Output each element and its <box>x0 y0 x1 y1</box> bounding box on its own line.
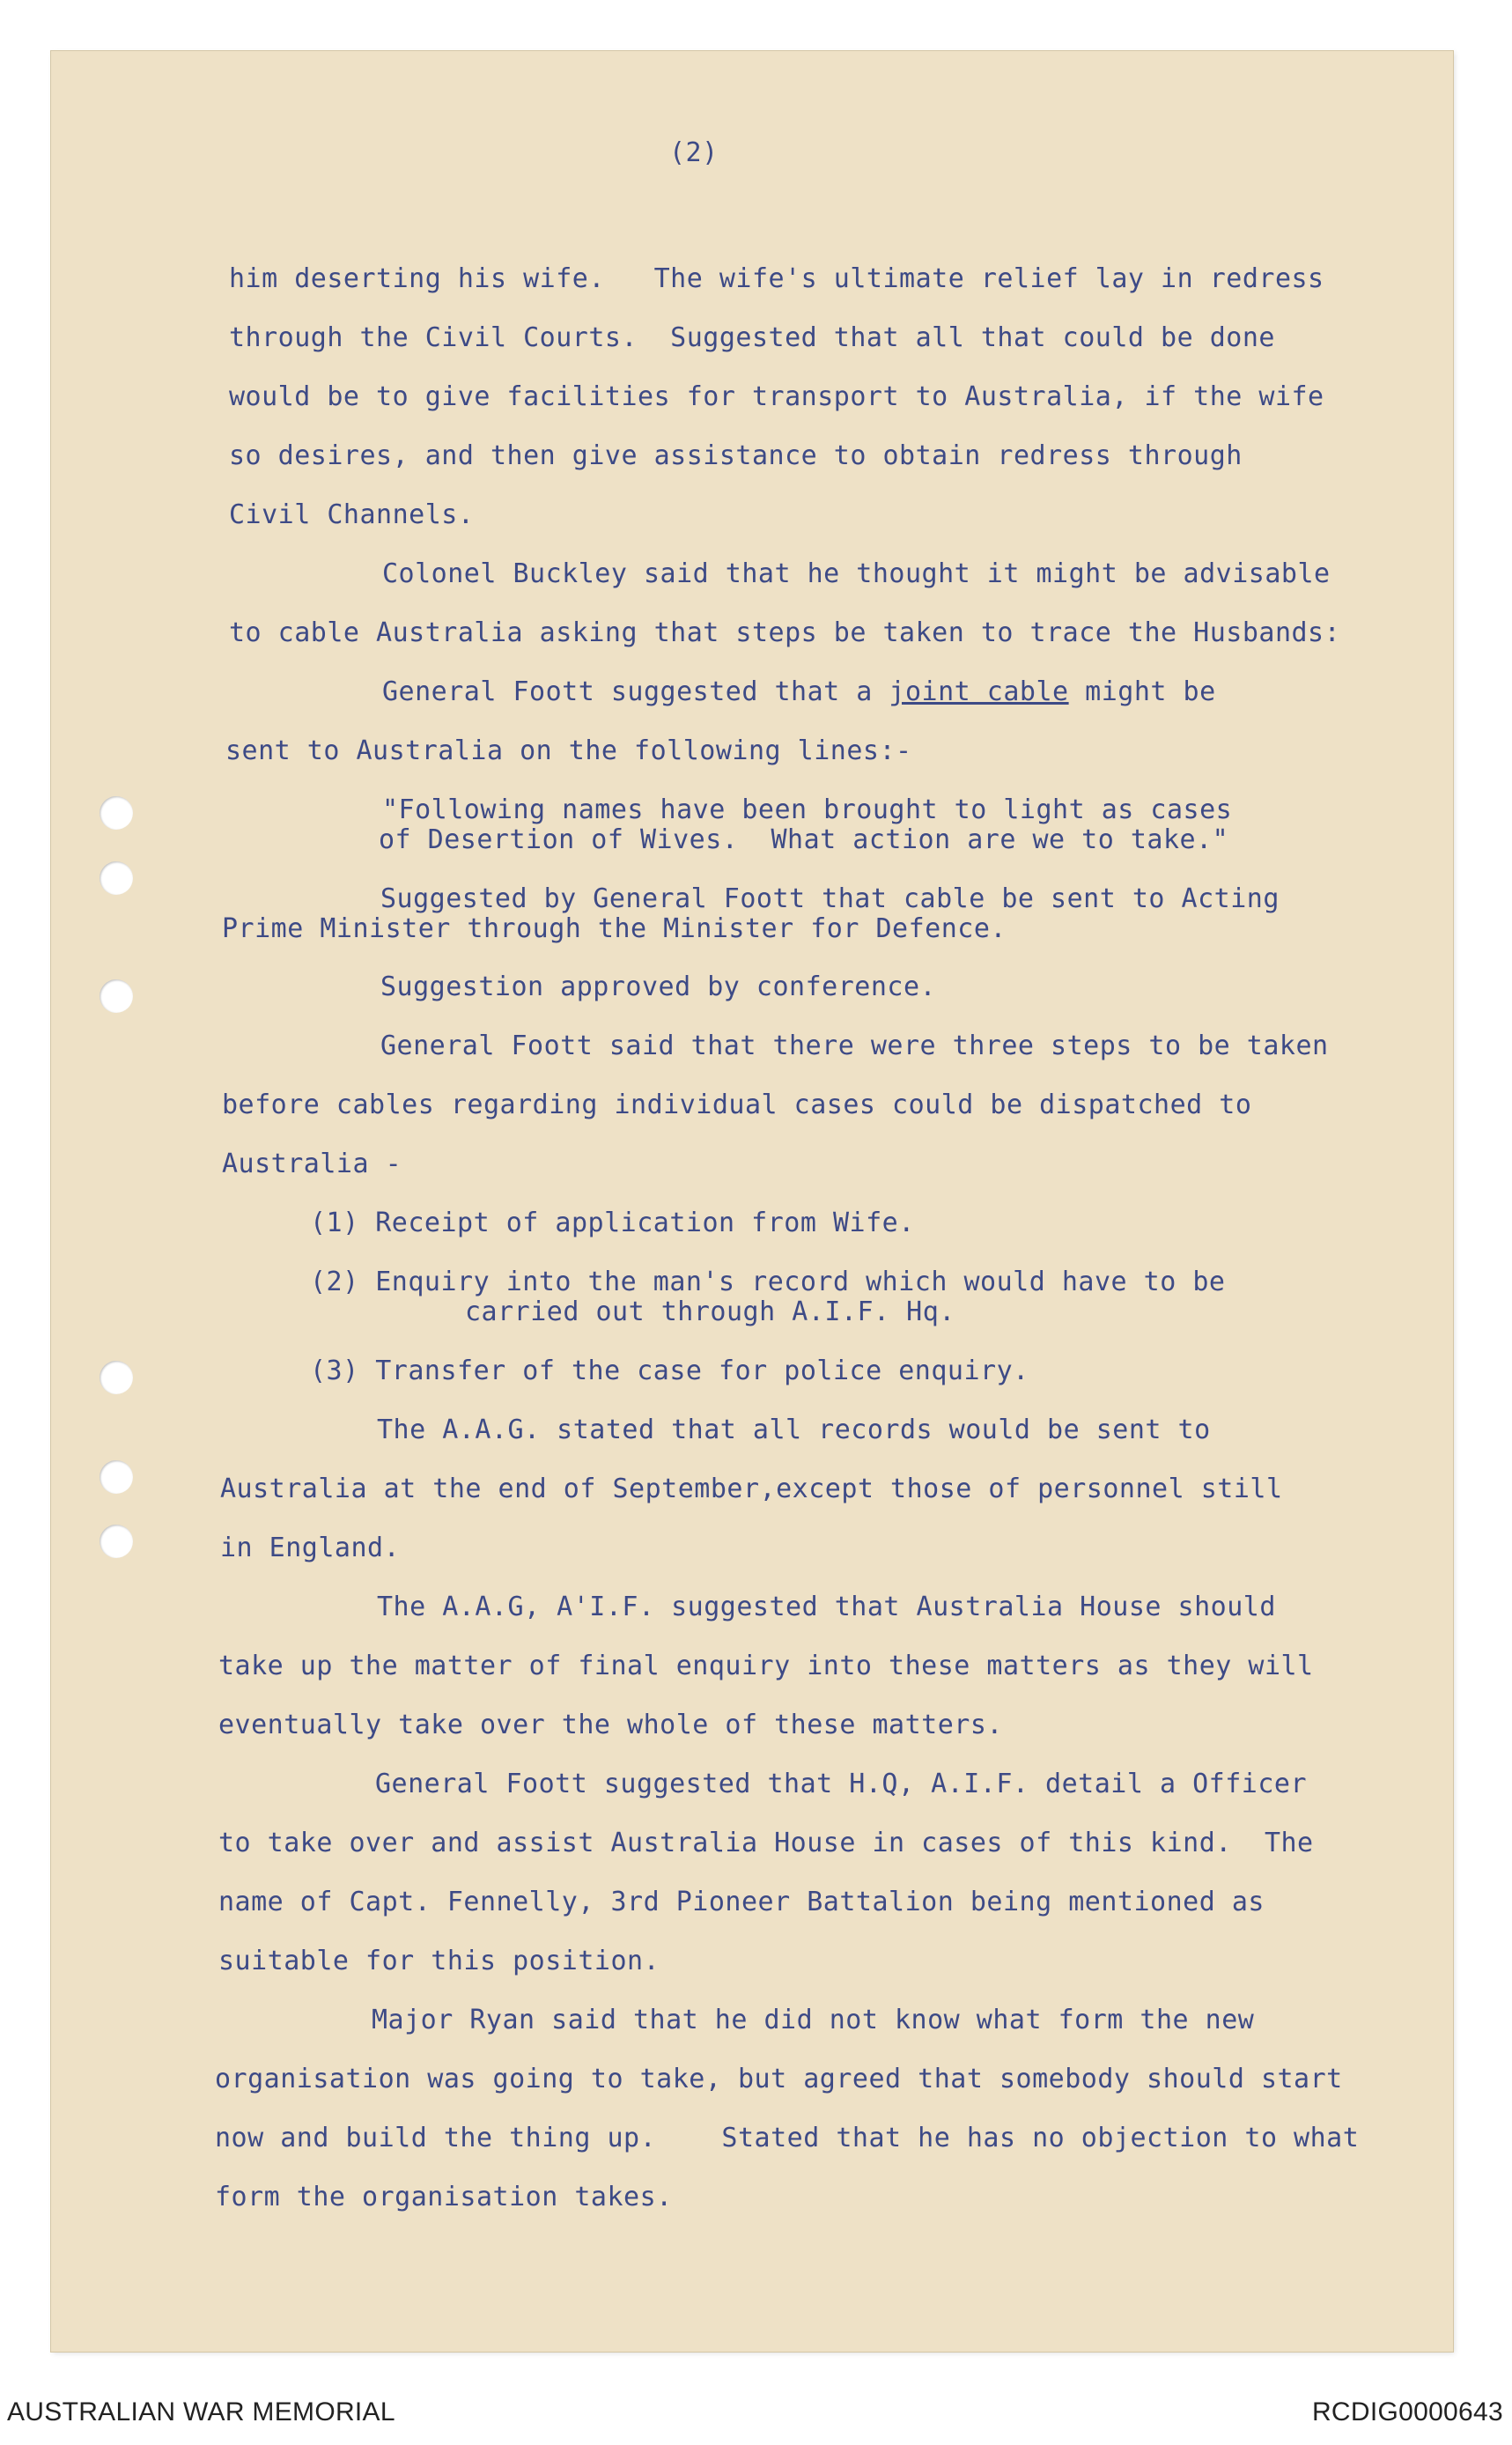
text-line: Major Ryan said that he did not know what form the new <box>372 2005 1255 2035</box>
text-line: Suggested by General Foott that cable be sent to Acting <box>380 883 1280 914</box>
text-line: form the organisation takes. <box>215 2182 673 2212</box>
text-line: him deserting his wife. The wife's ultimate relief lay in redress <box>229 263 1324 294</box>
underlined-phrase: joint cable <box>889 676 1069 707</box>
page-number: (2) <box>669 137 719 168</box>
text-line: before cables regarding individual cases could be dispatched to <box>222 1090 1252 1120</box>
text-line: Prime Minister through the Minister for Defence. <box>222 913 1007 944</box>
text-line: take up the matter of final enquiry into these matters as they will <box>218 1651 1314 1681</box>
punch-hole <box>100 1525 133 1558</box>
footer-archive-name: AUSTRALIAN WAR MEMORIAL <box>7 2397 395 2427</box>
text-line: The A.A.G, A'I.F. suggested that Australia House should <box>377 1592 1276 1622</box>
text-line: Suggestion approved by conference. <box>380 971 937 1002</box>
numbered-step: (2) Enquiry into the man's record which would have to be <box>310 1267 1226 1297</box>
text-line: Civil Channels. <box>229 499 475 530</box>
text-line: in England. <box>220 1533 401 1563</box>
text-segment: General Foott suggested that a <box>382 676 889 707</box>
text-line: sent to Australia on the following lines:- <box>225 735 912 766</box>
quoted-cable-line: of Desertion of Wives. What action are we to take." <box>379 824 1229 855</box>
punch-hole <box>100 979 133 1013</box>
footer-record-id: RCDIG0000643 <box>1311 2397 1503 2427</box>
punch-hole <box>100 796 133 830</box>
punch-hole <box>100 1361 133 1394</box>
text-line: eventually take over the whole of these matters. <box>218 1710 1003 1740</box>
text-line: The A.A.G. stated that all records would be sent to <box>377 1415 1211 1445</box>
text-line: General Foott said that there were three steps to be taken <box>380 1030 1329 1061</box>
numbered-step-continuation: carried out through A.I.F. Hq. <box>465 1296 955 1327</box>
text-line: to cable Australia asking that steps be taken to trace the Husbands: <box>229 617 1341 648</box>
text-line: Australia - <box>222 1149 402 1179</box>
text-line: would be to give facilities for transport to Australia, if the wife <box>229 381 1324 412</box>
text-line: General Foott suggested that H.Q, A.I.F. detail a Officer <box>375 1769 1308 1799</box>
text-line: now and build the thing up. Stated that he has no objection to what <box>215 2123 1360 2153</box>
text-line: to take over and assist Australia House in cases of this kind. The <box>218 1828 1314 1858</box>
text-line: through the Civil Courts. Suggested that all that could be done <box>229 322 1275 353</box>
quoted-cable-line: "Following names have been brought to light as cases <box>382 794 1233 825</box>
text-line-joint-cable <box>382 676 1216 708</box>
numbered-step: (3) Transfer of the case for police enquiry. <box>310 1355 1029 1386</box>
text-line: Colonel Buckley said that he thought it might be advisable <box>382 558 1331 589</box>
text-line: Australia at the end of September,except those of personnel still <box>220 1474 1283 1504</box>
punch-hole <box>100 861 133 895</box>
text-segment: might be <box>1068 676 1216 707</box>
text-line: organisation was going to take, but agreed that somebody should start <box>215 2064 1343 2094</box>
numbered-step: (1) Receipt of application from Wife. <box>310 1208 915 1238</box>
punch-hole <box>100 1460 133 1494</box>
text-line: name of Capt. Fennelly, 3rd Pioneer Battalion being mentioned as <box>218 1887 1265 1917</box>
text-line: suitable for this position. <box>218 1946 660 1976</box>
text-line: so desires, and then give assistance to obtain redress through <box>229 440 1243 471</box>
